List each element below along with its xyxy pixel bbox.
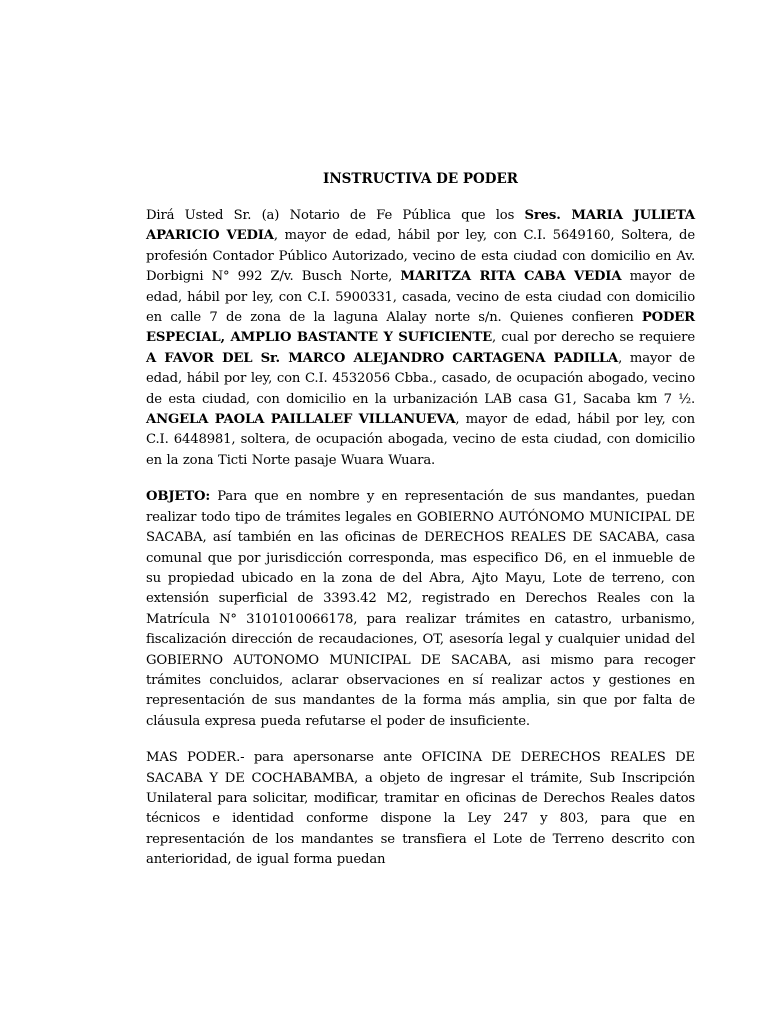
bold-text-run: A FAVOR DEL Sr. MARCO ALEJANDRO CARTAGENA PADILLA: [146, 350, 619, 366]
bold-text-run: OBJETO:: [146, 489, 211, 505]
document-body: [146, 206, 695, 871]
text-run: , mayor de edad, hábil por ley, con C.I. 4532056 Cbba., casado, de ocupación abogado, vecino de esta ciudad, con domicilio en la urbanización LAB casa G1, Sacaba km 7 ½.: [146, 350, 695, 407]
paragraph: [146, 487, 695, 732]
bold-text-run: PODER ESPECIAL, AMPLIO BASTANTE Y SUFICIENTE: [146, 310, 695, 346]
text-run: , mayor de edad, hábil por ley, con C.I. 5649160, Soltera, de profesión Contador Público Autorizado, vecino de esta ciudad con domicilio en Av. Dorbigni N° 992 Z/v. Busch Norte,: [146, 228, 696, 285]
text-run: Dirá Usted Sr. (a) Notario de Fe Pública que los: [146, 208, 525, 223]
text-run: , mayor de edad, hábil por ley, con C.I. 6448981, soltera, de ocupación abogada, vecino de esta ciudad, con domicilio en la zona Ticti Norte pasaje Wuara Wuara.: [146, 412, 696, 468]
bold-text-run: MARITZA RITA CABA VEDIA: [400, 269, 622, 285]
text-run: mayor de edad, hábil por ley, con C.I. 5900331, casada, vecino de esta ciudad con domicilio en calle 7 de zona de la laguna Alalay norte s/n. Quienes confieren: [146, 269, 696, 326]
text-run: , cual por derecho se requiere: [492, 330, 695, 346]
text-run: MAS PODER.- para apersonarse ante OFICINA DE DERECHOS REALES DE SACABA Y DE COCHABAMBA, a objeto de ingresar el trámite, Sub Inscripción Unilateral para solicitar, modificar, tramitar en oficinas de Derechos Reales datos técnicos e identidad conforme dispone la Ley 247 y 803, para que en representación de los mandantes se transfiera el Lote de Terreno descrito con anterioridad, de igual forma puedan: [146, 750, 695, 868]
document-page: [146, 168, 695, 871]
bold-text-run: ANGELA PAOLA PAILLALEF VILLANUEVA: [146, 412, 456, 428]
text-run: Para que en nombre y en representación de sus mandantes, puedan realizar todo tipo de trámites legales en GOBIERNO AUTÓNOMO MUNICIPAL DE SACABA, así también en las oficinas de DERECHOS REALES DE SACABA, casa comunal que por jurisdicción corresponda, mas especifico D6, en el inmueble de su propiedad ubicado en la zona de del Abra, Ajto Mayu, Lote de terreno, con extensión superficial de 3393.42 M2, registrado en Derechos Reales con la Matrícula N° 3101010066178, para realizar trámites en catastro, urbanismo, fiscalización dirección de recaudaciones, OT, asesoría legal y cualquier unidad del GOBIERNO AUTONOMO MUNICIPAL DE SACABA, asi mismo para recoger trámites concluidos, aclarar observaciones en sí realizar actos y gestiones en representación de sus mandantes de la forma más amplia, sin que por falta de cláusula expresa pueda refutarse el poder de insuficiente.: [146, 489, 695, 729]
paragraph: [146, 206, 695, 471]
document-title: INSTRUCTIVA DE PODER: [323, 171, 518, 187]
paragraph: [146, 748, 695, 870]
bold-text-run: Sres. MARIA JULIETA APARICIO VEDIA: [146, 208, 695, 244]
